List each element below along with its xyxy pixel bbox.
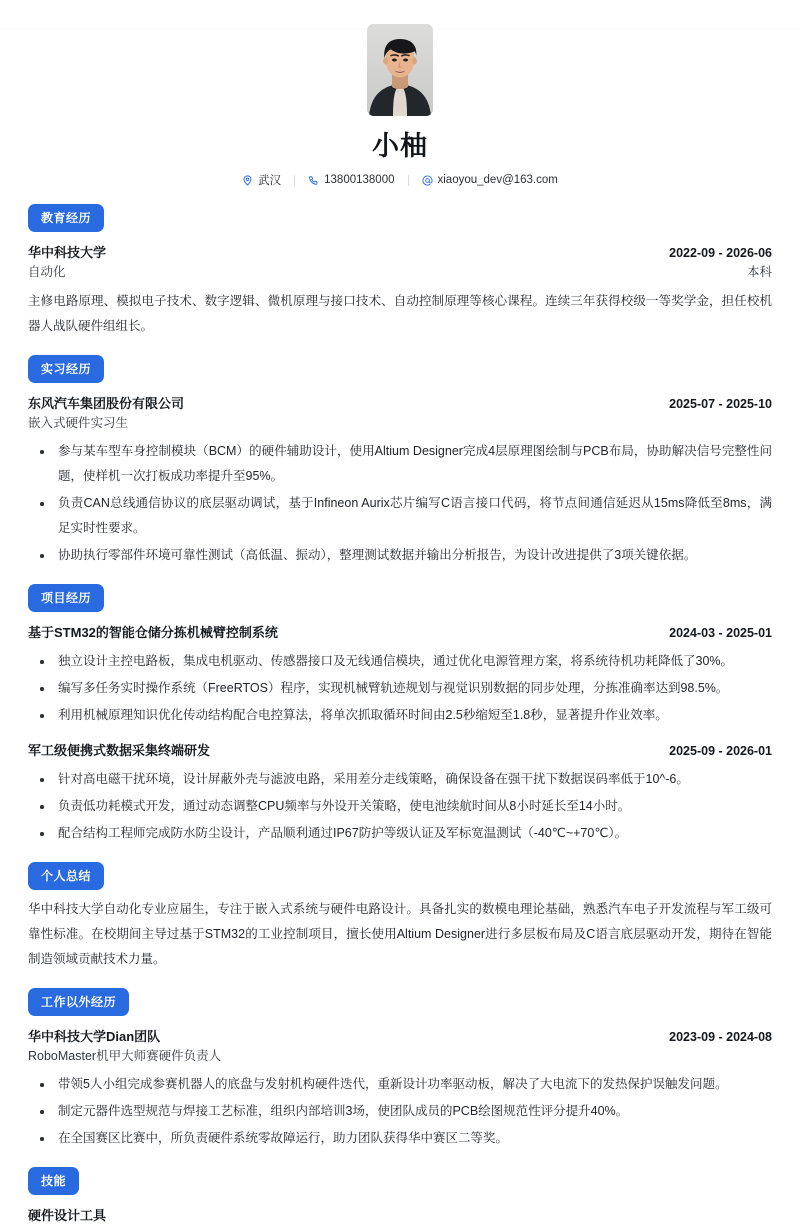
- list-item: 协助执行零部件环境可靠性测试（高低温、振动），整理测试数据并输出分析报告，为设计改进提供了3项关键依据。: [28, 543, 772, 568]
- list-item: 编写多任务实时操作系统（FreeRTOS）程序，实现机械臂轨迹规划与视觉识别数据的同步处理，分拣准确率达到98.5%。: [28, 676, 772, 701]
- list-item: 配合结构工程师完成防水防尘设计，产品顺利通过IP67防护等级认证及军标宽温测试（-40℃~+70℃）。: [28, 821, 772, 846]
- project-bullets: [28, 767, 772, 846]
- entry-subheader-row: [28, 263, 772, 282]
- education-major: 自动化: [28, 265, 66, 279]
- page-title: 小柚: [372, 131, 428, 161]
- section-skills: [28, 1167, 772, 1226]
- section-badge-projects[interactable]: 项目经历: [28, 584, 104, 612]
- contact-location-text: 武汉: [258, 175, 282, 187]
- list-item: 独立设计主控电路板，集成电机驱动、传感器接口及无线通信模块，通过优化电源管理方案，将系统待机功耗降低了30%。: [28, 649, 772, 674]
- skill-group-name: 硬件设计工具: [28, 1208, 107, 1223]
- section-summary: [28, 862, 772, 972]
- education-description: 主修电路原理、模拟电子技术、数字逻辑、微机原理与接口技术、自动控制原理等核心课程。连续三年获得校级一等奖学金，担任校机器人战队硬件组组长。: [28, 294, 772, 333]
- extracurricular-entry: [28, 1027, 772, 1151]
- section-badge-internship[interactable]: 实习经历: [28, 355, 104, 383]
- portrait-photo-icon: [367, 24, 433, 116]
- internship-role: 嵌入式硬件实习生: [28, 416, 129, 430]
- section-extracurricular: [28, 988, 772, 1151]
- internship-date: 2025-07 - 2025-10: [669, 397, 772, 411]
- location-pin-icon: [242, 175, 253, 186]
- education-school: 华中科技大学: [28, 245, 107, 260]
- project-title: 基于STM32的智能仓储分拣机械臂控制系统: [28, 625, 278, 640]
- contact-list: [28, 172, 772, 188]
- entry-header-row: [28, 623, 772, 643]
- phone-icon: [308, 175, 319, 186]
- project-entry: [28, 623, 772, 728]
- education-degree: 本科: [746, 265, 772, 279]
- contact-phone-text: 13800138000: [324, 174, 395, 186]
- internship-company: 东风汽车集团股份有限公司: [28, 396, 185, 411]
- internship-entry: [28, 394, 772, 568]
- list-item: 带领5人小组完成参赛机器人的底盘与发射机构硬件迭代，重新设计功率驱动板，解决了大电流下的发热保护误触发问题。: [28, 1072, 772, 1097]
- list-item: 制定元器件选型规范与焊接工艺标准，组织内部培训3场，使团队成员的PCB绘图规范性评分提升40%。: [28, 1099, 772, 1124]
- education-entry: [28, 243, 772, 339]
- contact-email: [409, 174, 571, 186]
- project-entry: [28, 741, 772, 846]
- extracurricular-bullets: [28, 1072, 772, 1151]
- list-item: 针对高电磁干扰环境，设计屏蔽外壳与滤波电路，采用差分走线策略，确保设备在强干扰下数据误码率低于10^-6。: [28, 767, 772, 792]
- internship-bullets: [28, 439, 772, 568]
- section-badge-education[interactable]: 教育经历: [28, 204, 104, 232]
- section-projects: [28, 584, 772, 846]
- education-date: 2022-09 - 2026-06: [669, 246, 772, 260]
- at-email-icon: [422, 175, 433, 186]
- section-internship: [28, 355, 772, 568]
- project-date: 2025-09 - 2026-01: [669, 744, 772, 758]
- list-item: 在全国赛区比赛中，所负责硬件系统零故障运行，助力团队获得华中赛区二等奖。: [28, 1126, 772, 1151]
- list-item: 负责低功耗模式开发，通过动态调整CPU频率与外设开关策略，使电池续航时间从8小时延长至14小时。: [28, 794, 772, 819]
- entry-header-row: [28, 741, 772, 761]
- contact-phone: [295, 174, 407, 186]
- section-badge-extracurricular[interactable]: 工作以外经历: [28, 988, 129, 1016]
- entry-header-row: [28, 1027, 772, 1047]
- project-date: 2024-03 - 2025-01: [669, 626, 772, 640]
- section-badge-skills[interactable]: 技能: [28, 1167, 79, 1195]
- extracurricular-org: 华中科技大学Dian团队: [28, 1029, 161, 1044]
- list-item: 参与某车型车身控制模块（BCM）的硬件辅助设计，使用Altium Designer完成4层原理图绘制与PCB布局，协助解决信号完整性问题，使样机一次打板成功率提升至95%。: [28, 439, 772, 489]
- list-item: 利用机械原理知识优化传动结构配合电控算法，将单次抓取循环时间由2.5秒缩短至1.8秒，显著提升作业效率。: [28, 703, 772, 728]
- list-item: 负责CAN总线通信协议的底层驱动调试，基于Infineon Aurix芯片编写C语言接口代码，将节点间通信延迟从15ms降低至8ms，满足实时性要求。: [28, 491, 772, 541]
- contact-location: [229, 172, 294, 188]
- project-title: 军工级便携式数据采集终端研发: [28, 743, 211, 758]
- section-badge-summary[interactable]: 个人总结: [28, 862, 104, 890]
- avatar: [367, 24, 433, 116]
- project-bullets: [28, 649, 772, 728]
- summary-paragraph: 华中科技大学自动化专业应届生，专注于嵌入式系统与硬件电路设计。具备扎实的数模电理论基础，熟悉汽车电子开发流程与军工级可靠性标准。在校期间主导过基于STM32的工业控制项目，擅长使用Altium Designer进行多层板布局及C语言底层驱动开发，期待在智能制造领域贡献技术力量。: [28, 902, 772, 966]
- extracurricular-role: RoboMaster机甲大师赛硬件负责人: [28, 1049, 222, 1063]
- contact-email-text: xiaoyou_dev@163.com: [437, 174, 558, 186]
- entry-header-row: [28, 243, 772, 263]
- section-education: [28, 204, 772, 339]
- entry-header-row: [28, 394, 772, 414]
- extracurricular-date: 2023-09 - 2024-08: [669, 1030, 772, 1044]
